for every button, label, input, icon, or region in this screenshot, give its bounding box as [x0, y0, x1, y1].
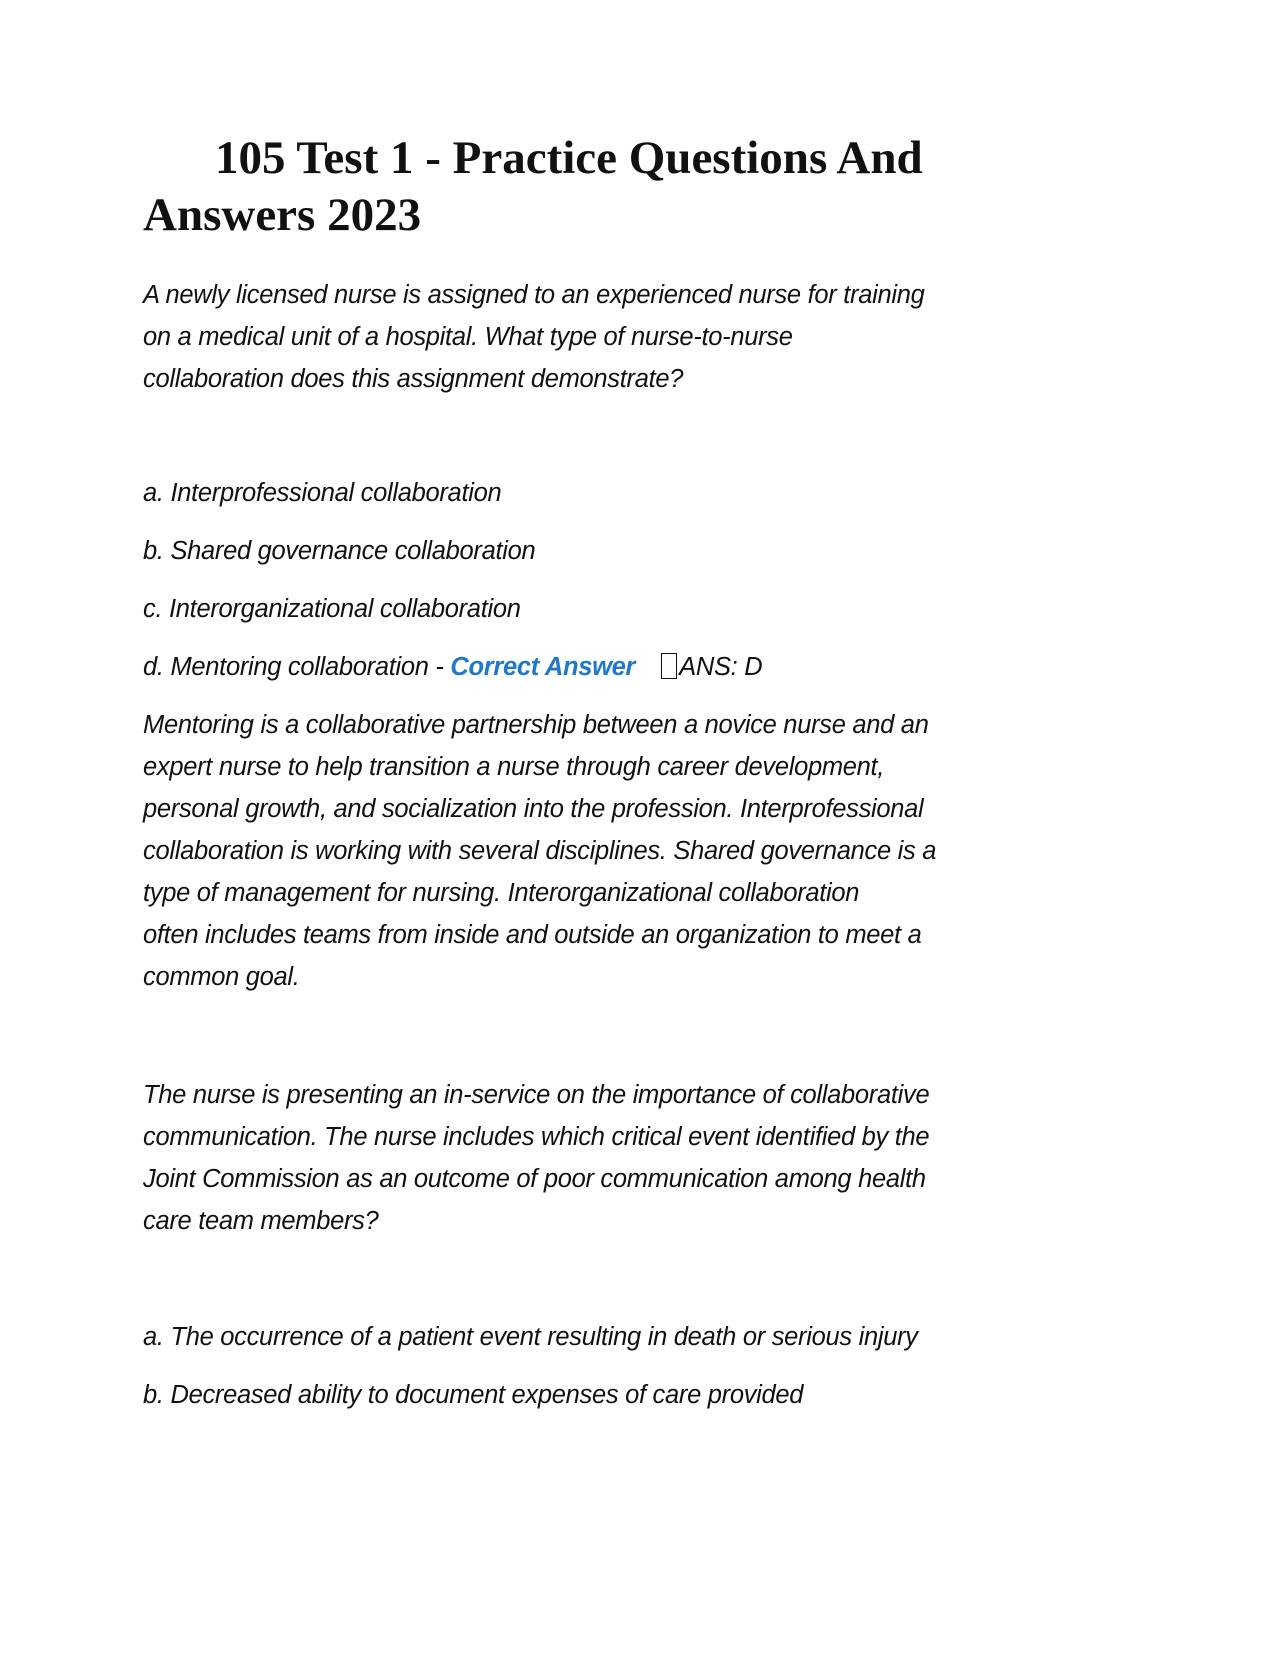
- q2-option-a: a. The occurrence of a patient event resulting in death or serious injury: [143, 1323, 918, 1351]
- option-d: d. Mentoring collaboration - Correct Answer ANS: D: [143, 653, 763, 681]
- missing-glyph-icon: [661, 653, 677, 679]
- question-2: The nurse is presenting an in-service on the importance of collaborative communication. The nurse includes which critical event identified by the Joint Commission as an outcome of poor communication among health care team members?: [143, 1081, 930, 1235]
- q2-option-b: b. Decreased ability to document expenses of care provided: [143, 1381, 804, 1409]
- option-b: b. Shared governance collaboration: [143, 537, 536, 565]
- option-c: c. Interorganizational collaboration: [143, 595, 521, 623]
- question-1: A newly licensed nurse is assigned to an experienced nurse for training on a medical unit of a hospital. What type of nurse-to-nurse collaboration does this assignment demonstrate?: [143, 281, 925, 393]
- document-title: 105 Test 1 - Practice Questions And Answers 2023: [143, 132, 923, 241]
- rationale-1: Mentoring is a collaborative partnership between a novice nurse and an expert nurse to help transition a nurse through career development, personal growth, and socialization into the profession. Interprofessional collaboration is working with several disciplines. Shared governance is a type of management for nursing. Interorganizational collaboration often includes teams from inside and outside an organization to meet a common goal.: [143, 711, 937, 991]
- option-a: a. Interprofessional collaboration: [143, 479, 502, 507]
- correct-answer-label: Correct Answer: [450, 653, 636, 681]
- answer-key: ANS: D: [679, 653, 763, 681]
- document-page: [143, 130, 1143, 1416]
